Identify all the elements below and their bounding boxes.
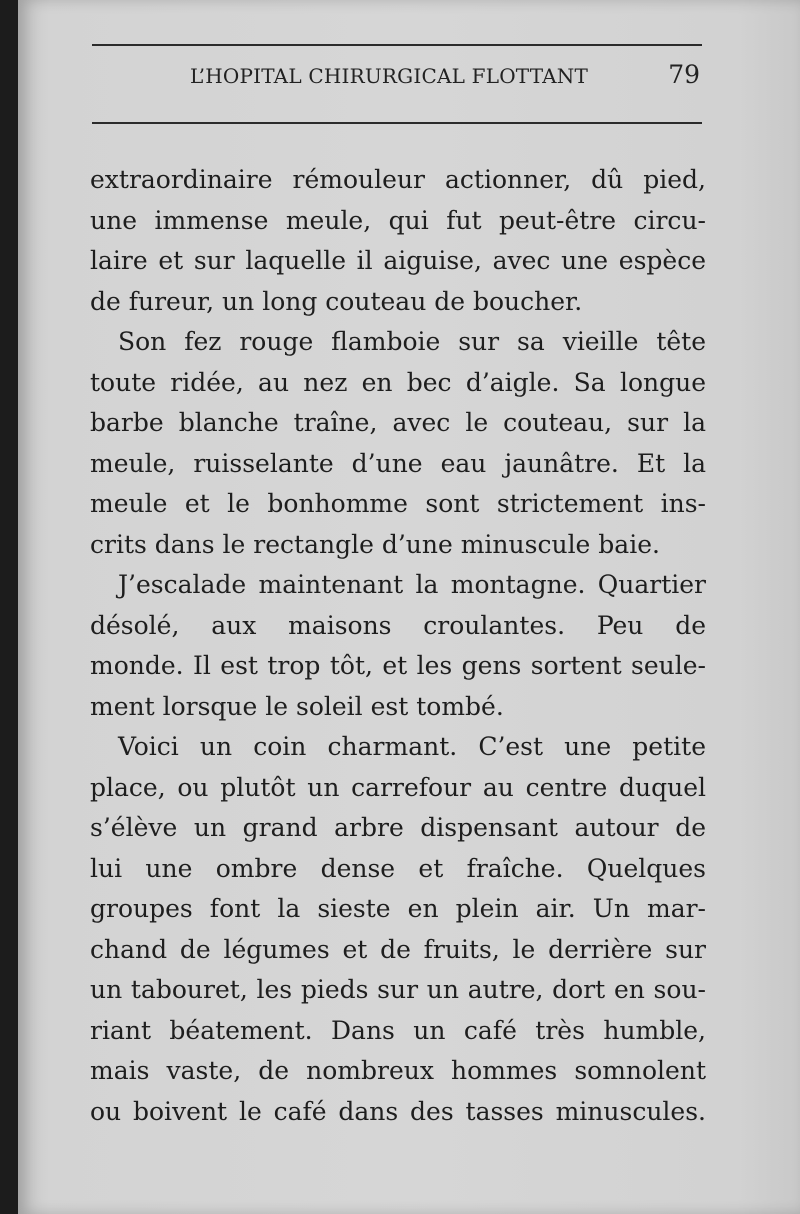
text-line: meule et le bonhomme sont strictement ins- xyxy=(90,489,706,518)
page-number: 79 xyxy=(668,60,700,89)
text-line: groupes font la sieste en plein air. Un mar- xyxy=(90,894,706,923)
text-line: lui une ombre dense et fraîche. Quelques xyxy=(90,853,706,883)
body-text xyxy=(90,160,706,1132)
text-line: barbe blanche traîne, avec le couteau, sur la xyxy=(90,408,706,437)
text-line: crits dans le rectangle d’une minuscule baie. xyxy=(90,529,660,559)
text-line: monde. Il est trop tôt, et les gens sortent seule- xyxy=(90,651,706,680)
text-line: laire et sur laquelle il aiguise, avec une espèce xyxy=(90,246,706,275)
text-line: Voici un coin charmant. C’est une petite xyxy=(118,732,706,761)
text-line: ou boivent le café dans des tasses minuscules. xyxy=(90,1096,706,1126)
running-title: L’HOPITAL CHIRURGICAL FLOTTANT xyxy=(190,64,589,88)
text-line: une immense meule, qui fut peut-être circu- xyxy=(90,205,706,235)
text-line: s’élève un grand arbre dispensant autour de xyxy=(90,813,706,842)
text-line: J’escalade maintenant la montagne. Quartier xyxy=(118,570,706,599)
text-line: place, ou plutôt un carrefour au centre duquel xyxy=(90,772,706,802)
text-line: toute ridée, au nez en bec d’aigle. Sa longue xyxy=(90,367,706,397)
text-line: un tabouret, les pieds sur un autre, dort en sou- xyxy=(90,975,706,1004)
text-line: Son fez rouge flamboie sur sa vieille tête xyxy=(118,327,706,356)
header-top-rule xyxy=(92,44,702,46)
text-line: désolé, aux maisons croulantes. Peu de xyxy=(90,610,706,640)
page-header xyxy=(92,60,702,96)
header-bottom-rule xyxy=(92,122,702,124)
text-line: de fureur, un long couteau de boucher. xyxy=(90,286,583,316)
text-line: meule, ruisselante d’une eau jaunâtre. Et la xyxy=(90,448,706,478)
text-line: riant béatement. Dans un café très humble, xyxy=(90,1015,706,1045)
text-line: mais vaste, de nombreux hommes somnolent xyxy=(90,1056,706,1085)
text-line: ment lorsque le soleil est tombé. xyxy=(90,691,504,721)
text-line: chand de légumes et de fruits, le derrière sur xyxy=(90,934,706,964)
text-line: extraordinaire rémouleur actionner, dû pied, xyxy=(90,165,706,194)
